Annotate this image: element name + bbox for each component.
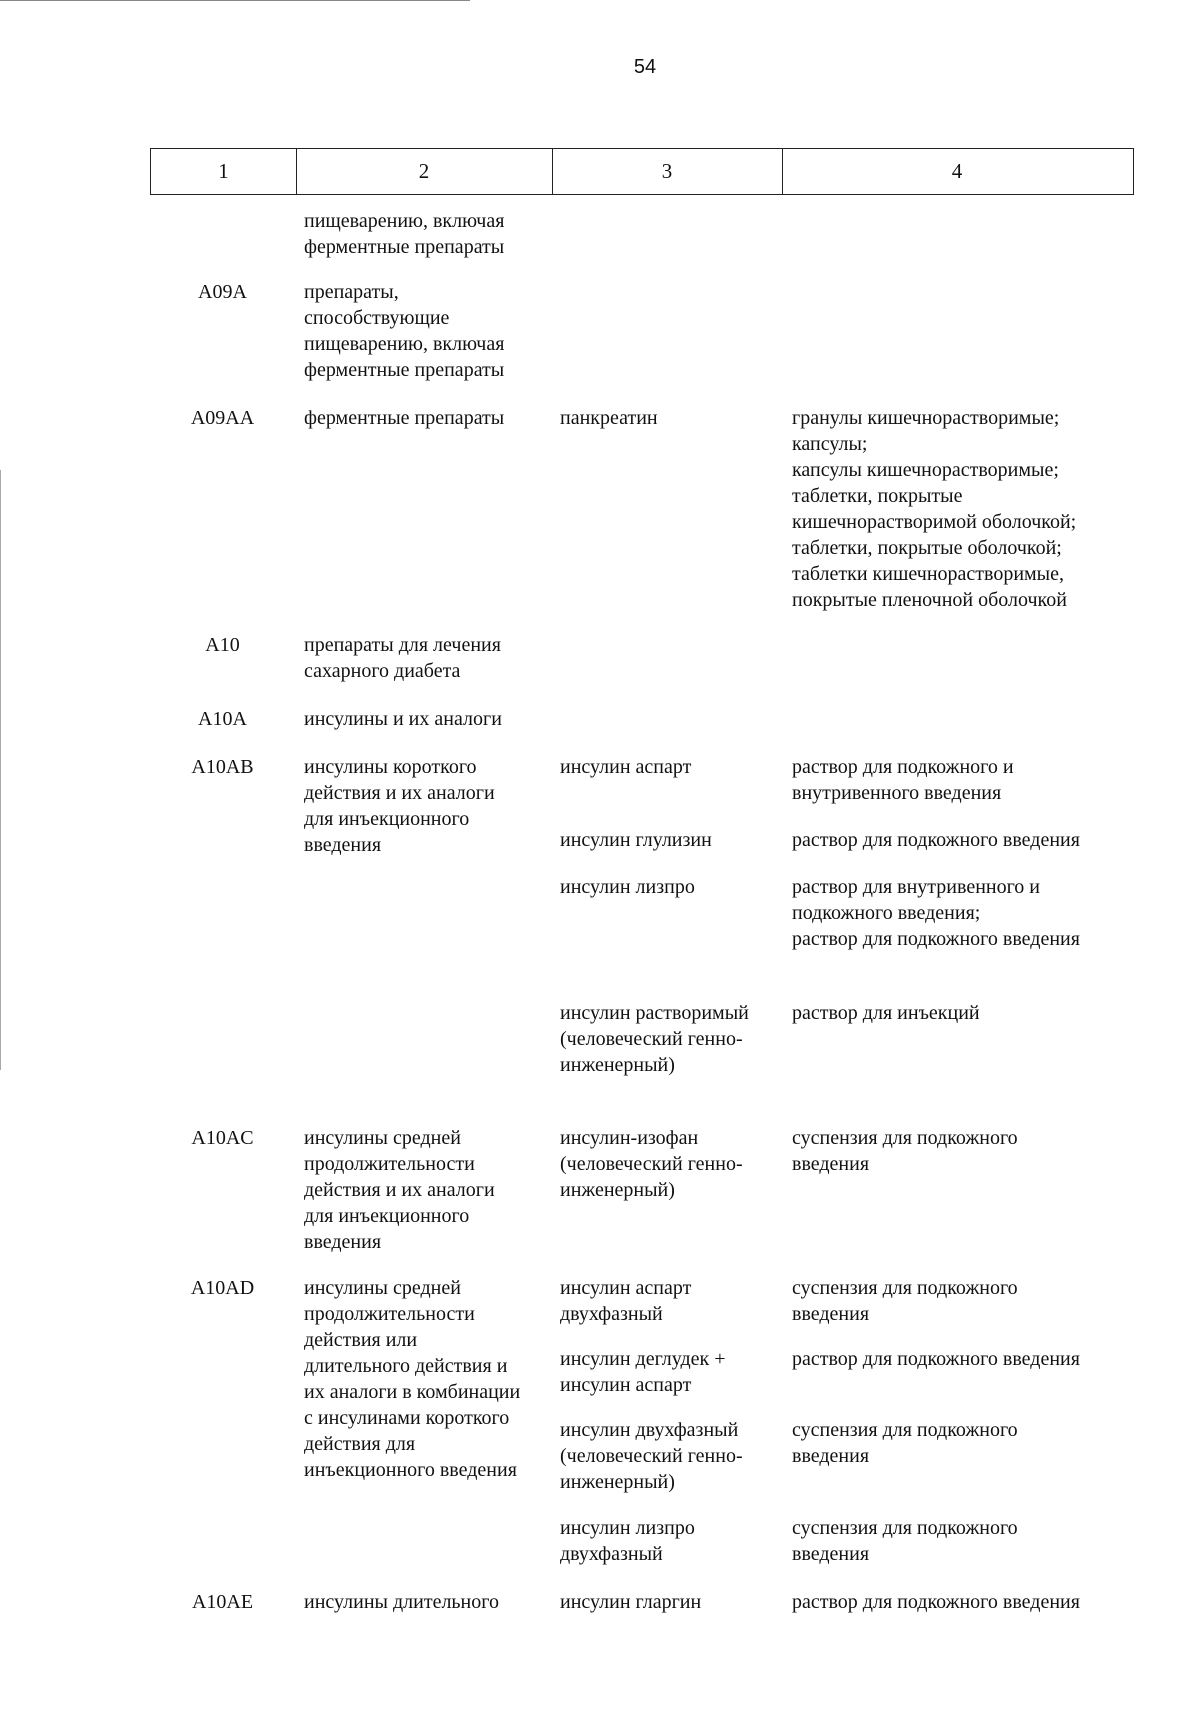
- drug-name: инсулин двухфазный (человеческий генно- инженерный): [560, 1419, 743, 1493]
- group-name: ферментные препараты: [304, 407, 505, 429]
- header-col-3: 3: [661, 159, 673, 183]
- header-col-4: 4: [951, 159, 963, 183]
- atc-code: A10AB: [191, 756, 254, 778]
- drug-name: инсулин растворимый (человеческий генно- инженерный): [560, 1002, 749, 1076]
- atc-code: A09A: [198, 281, 247, 303]
- atc-code: A10AC: [191, 1127, 254, 1149]
- atc-code: A10AD: [190, 1277, 255, 1299]
- drug-name: панкреатин: [560, 407, 658, 429]
- group-name: инсулины длительного: [304, 1591, 499, 1613]
- atc-code: A10: [205, 634, 240, 656]
- drug-name: инсулин деглудек + инсулин аспарт: [560, 1348, 726, 1396]
- dosage-form: раствор для подкожного введения: [792, 1348, 1080, 1370]
- header-col-1: 1: [218, 159, 229, 183]
- page-number: 54: [633, 56, 657, 78]
- dosage-form: раствор для подкожного и внутривенного введения: [792, 756, 1014, 804]
- scan-artifact-edge: [0, 470, 1, 1070]
- group-name: инсулины короткого действия и их аналоги для инъекционного введения: [304, 756, 495, 856]
- group-name: пищеварению, включая ферментные препараты: [304, 210, 505, 258]
- header-col-2: 2: [418, 159, 430, 183]
- dosage-form: раствор для инъекций: [792, 1002, 980, 1024]
- drug-name: инсулин лизпро двухфазный: [560, 1517, 695, 1565]
- drug-name: инсулин лизпро: [560, 876, 695, 898]
- group-name: препараты для лечения сахарного диабета: [304, 634, 501, 682]
- drug-name: инсулин гларгин: [560, 1591, 702, 1613]
- drug-name: инсулин аспарт двухфазный: [560, 1277, 692, 1325]
- drug-name: инсулин глулизин: [560, 829, 712, 851]
- group-name: инсулины средней продолжительности действия и их аналоги для инъекционного введения: [304, 1127, 495, 1253]
- drug-name: инсулин аспарт: [560, 756, 692, 778]
- atc-code: A10A: [198, 708, 247, 730]
- atc-code: A10AE: [191, 1591, 254, 1613]
- dosage-form: суспензия для подкожного введения: [792, 1277, 1018, 1325]
- dosage-form: суспензия для подкожного введения: [792, 1127, 1018, 1175]
- dosage-form: раствор для внутривенного и подкожного введения; раствор для подкожного введения: [792, 876, 1080, 950]
- group-name: инсулины и их аналоги: [304, 708, 502, 730]
- drug-name: инсулин-изофан (человеческий генно- инженерный): [560, 1127, 743, 1201]
- group-name: инсулины средней продолжительности действия или длительного действия и их аналоги в комбинации с инсулинами короткого действия для инъекционного введения: [304, 1277, 521, 1481]
- scan-artifact-line: [0, 0, 470, 1]
- dosage-form: гранулы кишечнорастворимые; капсулы; капсулы кишечнорастворимые; таблетки, покрытые кишечнорастворимой оболочкой; таблетки, покрытые оболочкой; таблетки кишечнорастворимые, покрытые пленочной оболочкой: [792, 407, 1077, 611]
- dosage-form: раствор для подкожного введения: [792, 829, 1080, 851]
- dosage-form: суспензия для подкожного введения: [792, 1419, 1018, 1467]
- atc-code: A09AA: [190, 407, 255, 429]
- dosage-form: раствор для подкожного введения: [792, 1591, 1080, 1613]
- group-name: препараты, способствующие пищеварению, включая ферментные препараты: [304, 281, 505, 381]
- dosage-form: суспензия для подкожного введения: [792, 1517, 1018, 1565]
- table-header-row: [150, 148, 1134, 195]
